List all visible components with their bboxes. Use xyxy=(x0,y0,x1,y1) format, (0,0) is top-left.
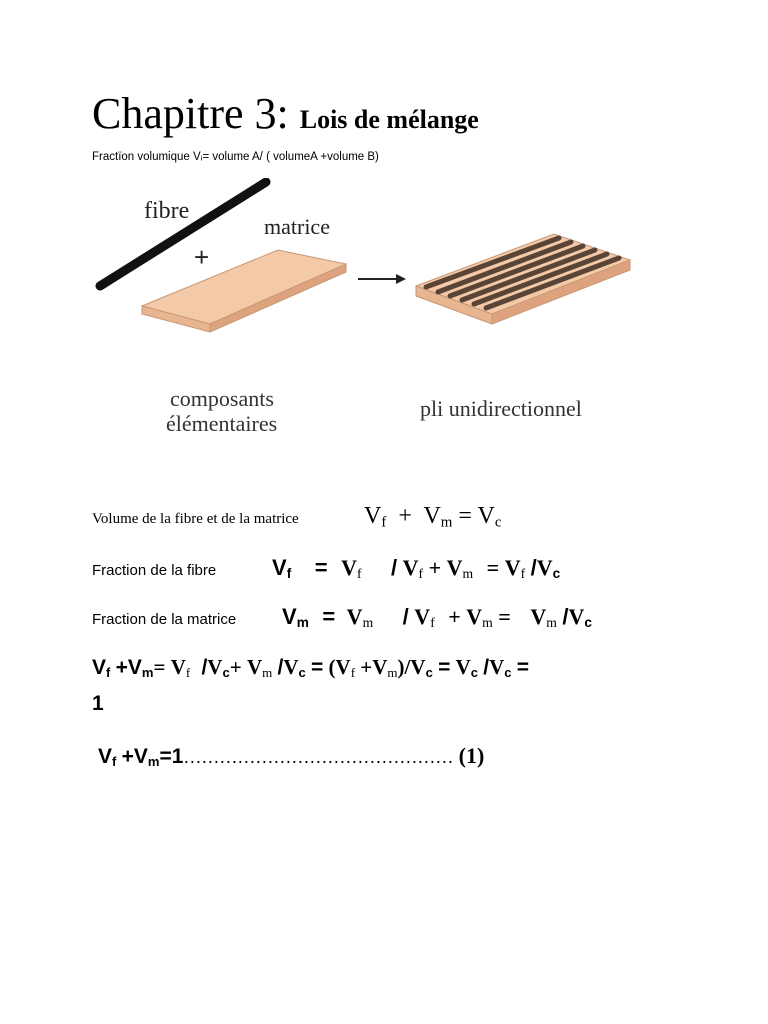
eq1-label: Volume de la fibre et de la matrice xyxy=(92,511,299,527)
eq5-dots: ……………………………………… xyxy=(183,747,454,767)
arrow-icon xyxy=(358,274,406,284)
label-plus: + xyxy=(194,242,210,272)
eq5-formula: $V_f$ $+V_m=1\dots\dots\dots\dots\dots\dots\dots\dots\dots\dots\dots\dots\dots\dots\dots$ (1) xyxy=(98,743,485,769)
eq3-label: Fraction de la matrice xyxy=(92,611,237,628)
chapter-subtitle: Lois de mélange xyxy=(299,105,479,134)
eq2-formula: $V_f = V_f / V_f + V_m = V_f$ $/V_c$ xyxy=(272,555,561,581)
matrix-plate xyxy=(142,250,346,332)
label-matrice: matrice xyxy=(264,214,330,239)
eq4-formula: $V_f +V_m= V_f$ $/V_c+ V_m$ $/V_c = (V_f +V_m)/V_c = V_c$ $/V_c$ = xyxy=(92,655,530,680)
caption-composants: composants xyxy=(170,386,274,411)
unidirectional-ply xyxy=(416,234,630,324)
eq5-reference: (1) xyxy=(458,743,485,768)
volume-fraction-definition: Fractïon volumique Vᵢ= volume A/ ( volumeA +volume B) xyxy=(92,151,379,163)
label-fibre: fibre xyxy=(144,198,190,224)
eq1-formula: $V_f + V_m = V_c$ xyxy=(364,503,502,531)
composite-figure xyxy=(90,178,640,440)
eq4-result: 1 xyxy=(92,692,104,715)
eq2-label: Fraction de la fibre xyxy=(92,562,217,579)
chapter-title xyxy=(92,88,479,139)
caption-pli: pli unidirectionnel xyxy=(420,396,582,421)
eq3-formula: $V_m = V_m / V_f + V_m = V_m$ $/V_c$ xyxy=(282,604,592,630)
caption-elementaires: élémentaires xyxy=(166,411,278,436)
chapter-number: Chapitre 3: xyxy=(92,89,289,138)
